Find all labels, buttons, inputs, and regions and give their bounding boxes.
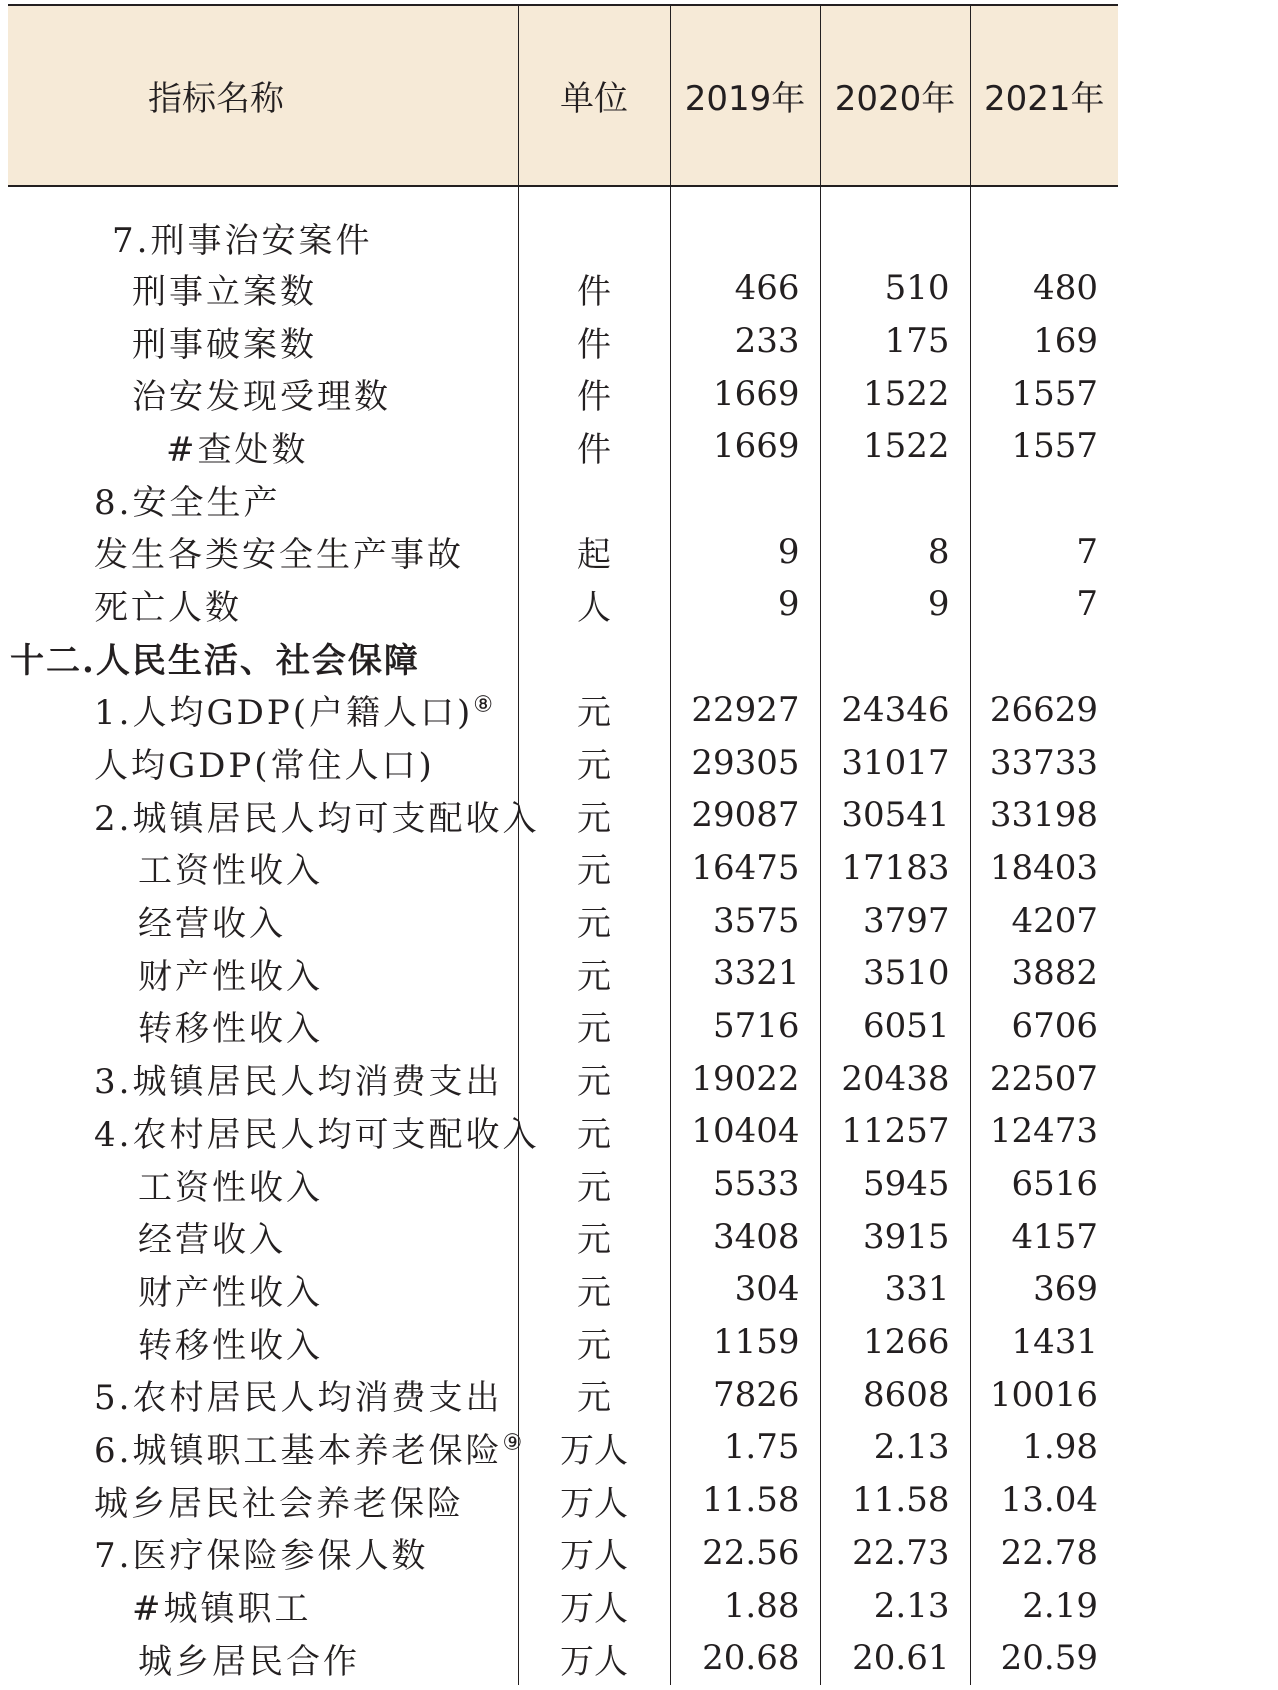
unit-cell: 件: [518, 262, 670, 315]
value-2021: 6706: [1011, 1005, 1098, 1046]
value-2019: 10404: [670, 1105, 820, 1158]
indicator-name-text: 治安发现受理数: [132, 377, 391, 418]
value-2020: 3915: [820, 1210, 970, 1263]
table-row: [8, 186, 1118, 262]
table-row: [8, 473, 1118, 526]
table-row: [8, 684, 1118, 737]
value-2021: 7: [1076, 584, 1098, 625]
unit-cell: 元: [518, 894, 670, 947]
value-2019: 3408: [670, 1210, 820, 1263]
indicator-name-text: 发生各类安全生产事故: [94, 535, 464, 576]
table-row: [8, 1421, 1118, 1474]
value-2021: [970, 186, 1118, 262]
value-2020: 2.13: [820, 1579, 970, 1632]
value-2019: 29087: [670, 789, 820, 842]
value-2021: 169: [1033, 321, 1098, 362]
value-2019: 5533: [670, 1158, 820, 1211]
indicator-name: [8, 262, 518, 315]
value-2020: 20.61: [820, 1632, 970, 1685]
unit-cell: 万人: [518, 1421, 670, 1474]
header-row: [8, 5, 1118, 186]
table-row: [8, 1579, 1118, 1632]
indicator-name: [8, 1105, 540, 1158]
indicator-name-text: #城镇职工: [132, 1589, 312, 1630]
value-2021: 12473: [989, 1111, 1098, 1152]
indicator-name: [8, 186, 518, 262]
value-2020: 8: [820, 525, 970, 578]
value-2021: 20.59: [1000, 1638, 1098, 1679]
value-2019: 1159: [670, 1316, 820, 1369]
value-2021: 3882: [1011, 953, 1098, 994]
value-2021: 13.04: [1000, 1480, 1098, 1521]
value-2020: 1522: [820, 420, 970, 473]
table-row: [8, 1263, 1118, 1316]
value-2019: 3321: [670, 947, 820, 1000]
table-body: [8, 186, 1118, 1685]
indicator-name-text: 死亡人数: [94, 587, 242, 628]
value-2020: 24346: [820, 684, 970, 737]
value-2020: [820, 186, 970, 262]
indicator-name-text: 城乡居民社会养老保险: [94, 1483, 464, 1524]
value-2020: 2.13: [820, 1421, 970, 1474]
value-2020: 5945: [820, 1158, 970, 1211]
unit-cell: 元: [518, 842, 670, 895]
value-2020: 8608: [820, 1368, 970, 1421]
value-2019: 11.58: [670, 1474, 820, 1527]
value-2019: 20.68: [670, 1632, 820, 1685]
table-row: [8, 315, 1118, 368]
indicator-name: [8, 736, 518, 789]
indicator-name-text: 7.医疗保险参保人数: [94, 1536, 429, 1577]
indicator-name-text: 工资性收入: [138, 1167, 323, 1208]
indicator-name: [8, 420, 518, 473]
value-2019: 5716: [670, 1000, 820, 1053]
value-2021: 10016: [989, 1374, 1098, 1415]
indicator-name: [8, 1052, 518, 1105]
value-2019: [670, 473, 820, 526]
value-2021: 22507: [989, 1058, 1098, 1099]
value-2020: 11.58: [820, 1474, 970, 1527]
value-2020: [820, 473, 970, 526]
indicator-name-text: 3.城镇居民人均消费支出: [94, 1062, 503, 1103]
table-row: [8, 736, 1118, 789]
value-2019: 22.56: [670, 1527, 820, 1580]
table-header: [8, 5, 1118, 186]
indicator-name-text: 工资性收入: [138, 851, 323, 892]
unit-cell: 元: [518, 1000, 670, 1053]
indicator-name-text: 城乡居民合作: [138, 1641, 360, 1682]
indicator-name: [8, 1474, 518, 1527]
header-unit: 单位: [518, 5, 670, 186]
unit-cell: [518, 186, 670, 262]
value-2019: [670, 186, 820, 262]
value-2021: 26629: [989, 689, 1098, 730]
header-year-2019: 2019年: [670, 5, 820, 186]
indicator-name: [8, 631, 518, 684]
value-2020: 510: [820, 262, 970, 315]
value-2021: 1557: [1011, 426, 1098, 467]
value-2020: 1522: [820, 367, 970, 420]
table-row: [8, 1316, 1118, 1369]
table-row: [8, 947, 1118, 1000]
value-2021: [970, 473, 1118, 526]
table-row: [8, 1527, 1118, 1580]
value-2021: 4157: [1011, 1216, 1098, 1257]
indicator-name: [8, 315, 518, 368]
value-2021: [970, 631, 1118, 684]
indicator-name: [8, 1527, 518, 1580]
indicator-name: [8, 1210, 518, 1263]
table-row: [8, 525, 1118, 578]
unit-cell: [518, 631, 670, 684]
value-2020: 6051: [820, 1000, 970, 1053]
table-row: [8, 894, 1118, 947]
value-2020: 11257: [820, 1105, 970, 1158]
unit-cell: 元: [518, 1052, 670, 1105]
value-2019: [670, 631, 820, 684]
unit-cell: 元: [518, 736, 670, 789]
table-row: [8, 1105, 1118, 1158]
value-2019: 1.75: [670, 1421, 820, 1474]
table-row: [8, 631, 1118, 684]
indicator-name: [8, 1316, 518, 1369]
value-2021: 4207: [1011, 900, 1098, 941]
indicator-name-text: 财产性收入: [138, 1272, 323, 1313]
unit-cell: 件: [518, 367, 670, 420]
table-row: [8, 1210, 1118, 1263]
table-row: [8, 1632, 1118, 1685]
indicator-name: [8, 947, 518, 1000]
indicator-name: [8, 894, 518, 947]
value-2019: 1669: [670, 420, 820, 473]
unit-cell: [518, 473, 670, 526]
table-row: [8, 1052, 1118, 1105]
value-2020: 3510: [820, 947, 970, 1000]
table-row: [8, 420, 1118, 473]
unit-cell: 元: [518, 1316, 670, 1369]
statistics-table: [8, 4, 1118, 1685]
indicator-name: [8, 1000, 518, 1053]
value-2021: 33198: [989, 795, 1098, 836]
unit-cell: 元: [518, 1263, 670, 1316]
value-2021: 1557: [1011, 373, 1098, 414]
value-2020: 1266: [820, 1316, 970, 1369]
table-row: [8, 367, 1118, 420]
table-row: [8, 578, 1118, 631]
table-row: [8, 842, 1118, 895]
value-2019: 7826: [670, 1368, 820, 1421]
value-2019: 3575: [670, 894, 820, 947]
indicator-name-text: 经营收入: [138, 904, 286, 945]
indicator-name-text: 人均GDP(常住人口): [94, 746, 435, 787]
header-year-2021: 2021年: [970, 5, 1118, 186]
unit-cell: 件: [518, 420, 670, 473]
unit-cell: 元: [518, 1368, 670, 1421]
value-2021: 18403: [989, 847, 1098, 888]
indicator-name: [8, 1158, 518, 1211]
indicator-name-text: #查处数: [166, 429, 309, 470]
value-2020: 20438: [820, 1052, 970, 1105]
value-2019: 233: [670, 315, 820, 368]
indicator-name: [8, 1421, 523, 1474]
unit-cell: 元: [518, 1105, 670, 1158]
indicator-name-text: 5.农村居民人均消费支出: [94, 1378, 503, 1419]
unit-cell: 元: [518, 1158, 670, 1211]
value-2021: 1431: [1011, 1322, 1098, 1363]
indicator-name: [8, 1368, 518, 1421]
unit-cell: 万人: [518, 1579, 670, 1632]
header-year-2020: 2020年: [820, 5, 970, 186]
footnote-marker: ⑨: [502, 1430, 523, 1456]
value-2020: 175: [820, 315, 970, 368]
indicator-name-text: 6.城镇职工基本养老保险: [94, 1430, 503, 1471]
indicator-name-text: 转移性收入: [138, 1325, 323, 1366]
value-2020: [820, 631, 970, 684]
value-2019: 1.88: [670, 1579, 820, 1632]
value-2020: 331: [820, 1263, 970, 1316]
value-2019: 22927: [670, 684, 820, 737]
indicator-name-text: 刑事破案数: [132, 324, 317, 365]
value-2019: 466: [670, 262, 820, 315]
value-2020: 30541: [820, 789, 970, 842]
indicator-name: [8, 367, 518, 420]
value-2021: 369: [1033, 1269, 1098, 1310]
unit-cell: 万人: [518, 1632, 670, 1685]
value-2021: 1.98: [1022, 1427, 1098, 1468]
indicator-name-text: 财产性收入: [138, 956, 323, 997]
value-2021: 480: [1033, 268, 1098, 309]
indicator-name: [8, 1579, 518, 1632]
indicator-name-text: 经营收入: [138, 1220, 286, 1261]
indicator-name: [8, 578, 518, 631]
table-row: [8, 1000, 1118, 1053]
indicator-name: [8, 684, 518, 737]
indicator-name-text: 刑事立案数: [132, 271, 317, 312]
indicator-name: [8, 473, 518, 526]
table-row: [8, 1158, 1118, 1211]
table-row: [8, 789, 1118, 842]
unit-cell: 元: [518, 684, 670, 737]
indicator-name-text: 转移性收入: [138, 1009, 323, 1050]
indicator-name-text: 2.城镇居民人均可支配收入: [94, 798, 540, 839]
indicator-name-text: 4.农村居民人均可支配收入: [94, 1114, 540, 1155]
table-row: [8, 1368, 1118, 1421]
unit-cell: 件: [518, 315, 670, 368]
unit-cell: 元: [518, 947, 670, 1000]
unit-cell: 元: [518, 1210, 670, 1263]
indicator-name: [8, 525, 518, 578]
indicator-name-text: 8.安全生产: [94, 482, 281, 523]
unit-cell: 万人: [518, 1527, 670, 1580]
indicator-name: [8, 1632, 518, 1685]
table-row: [8, 262, 1118, 315]
table-row: [8, 1474, 1118, 1527]
value-2020: 17183: [820, 842, 970, 895]
header-indicator-name: 指标名称: [8, 5, 518, 186]
value-2020: 31017: [820, 736, 970, 789]
footnote-marker: ⑧: [473, 693, 493, 719]
indicator-name: [8, 842, 518, 895]
unit-cell: 元: [518, 789, 670, 842]
indicator-name-text: 7.刑事治安案件: [112, 221, 373, 261]
indicator-name: [8, 789, 540, 842]
value-2019: 19022: [670, 1052, 820, 1105]
value-2019: 1669: [670, 367, 820, 420]
indicator-name-text: 十二.人民生活、社会保障: [10, 640, 420, 681]
indicator-name-text: 1.人均GDP(户籍人口): [94, 693, 474, 734]
unit-cell: 万人: [518, 1474, 670, 1527]
value-2021: 33733: [989, 742, 1098, 783]
value-2021: 6516: [1011, 1164, 1098, 1205]
value-2019: 29305: [670, 736, 820, 789]
value-2019: 9: [670, 525, 820, 578]
value-2020: 3797: [820, 894, 970, 947]
value-2020: 9: [820, 578, 970, 631]
value-2020: 22.73: [820, 1527, 970, 1580]
unit-cell: 人: [518, 578, 670, 631]
value-2021: 22.78: [1000, 1532, 1098, 1573]
indicator-name: [8, 1263, 518, 1316]
value-2019: 9: [670, 578, 820, 631]
value-2021: 2.19: [1022, 1585, 1098, 1626]
unit-cell: 起: [518, 525, 670, 578]
value-2019: 16475: [670, 842, 820, 895]
value-2019: 304: [670, 1263, 820, 1316]
value-2021: 7: [1076, 531, 1098, 572]
